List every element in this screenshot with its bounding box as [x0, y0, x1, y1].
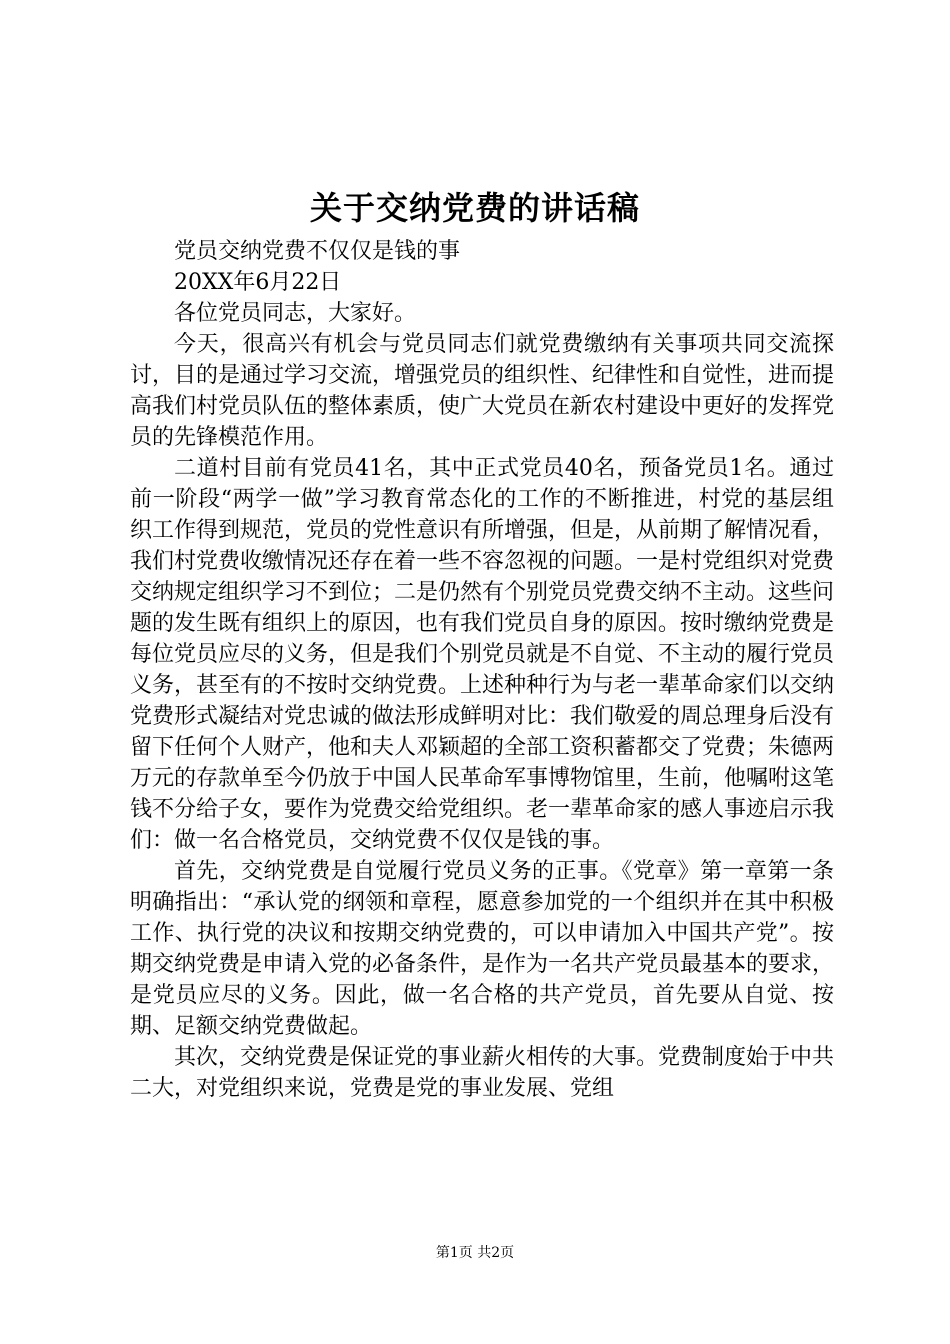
date-paragraph: 20XX年6月22日	[174, 270, 342, 295]
document-title: 关于交纳党费的讲话稿	[309, 189, 640, 227]
body-paragraph: 二道村目前有党员41名，其中正式党员40名，预备党员1名。通过前一阶段“两学一做”学习教育常态化的工作的不断推进，村党的基层组织工作得到规范，党员的党性意识有所增强，但是，从前期了解情况看，我们村党费收缴情况还存在着一些不容忽视的问题。一是村党组织对党费交纳规定组织学习不到位；二是仍然有个别党员党费交纳不主动。这些问题的发生既有组织上的原因，也有我们党员自身的原因。按时缴纳党费是每位党员应尽的义务，但是我们个别党员就是不自觉、不主动的履行党员义务，甚至有的不按时交纳党费。上述种种行为与老一辈革命家们以交纳党费形式凝结对党忠诚的做法形成鲜明对比：我们敬爱的周总理身后没有留下任何个人财产，他和夫人邓颖超的全部工资积蓄都交了党费；朱德两万元的存款单至今仍放于中国人民革命军事博物馆里，生前，他嘱咐这笔钱不分给子女，要作为党费交给党组织。老一辈革命家的感人事迹启示我们：做一名合格党员，交纳党费不仅仅是钱的事。	[130, 456, 835, 853]
document-body	[130, 236, 834, 1104]
body-paragraph: 今天，很高兴有机会与党员同志们就党费缴纳有关事项共同交流探讨，目的是通过学习交流，增强党员的组织性、纪律性和自觉性，进而提高我们村党员队伍的整体素质，使广大党员在新农村建设中更好的发挥党员的先锋模范作用。	[130, 332, 835, 450]
page-footer: 第1页 共2页	[435, 1245, 515, 1261]
body-paragraph: 其次，交纳党费是保证党的事业薪火相传的大事。党费制度始于中共二大，对党组织来说，党费是党的事业发展、党组	[130, 1045, 835, 1101]
greeting-paragraph: 各位党员同志，大家好。	[174, 301, 417, 326]
subtitle-paragraph: 党员交纳党费不仅仅是钱的事	[174, 239, 461, 264]
body-paragraph: 首先，交纳党费是自觉履行党员义务的正事。《党章》第一章第一条明确指出：“承认党的纲领和章程，愿意参加党的一个组织并在其中积极工作、执行党的决议和按期交纳党费的，可以申请加入中国共产党”。按期交纳党费是申请入党的必备条件，是作为一名共产党员最基本的要求，是党员应尽的义务。因此，做一名合格的共产党员，首先要从自觉、按期、足额交纳党费做起。	[130, 859, 835, 1039]
